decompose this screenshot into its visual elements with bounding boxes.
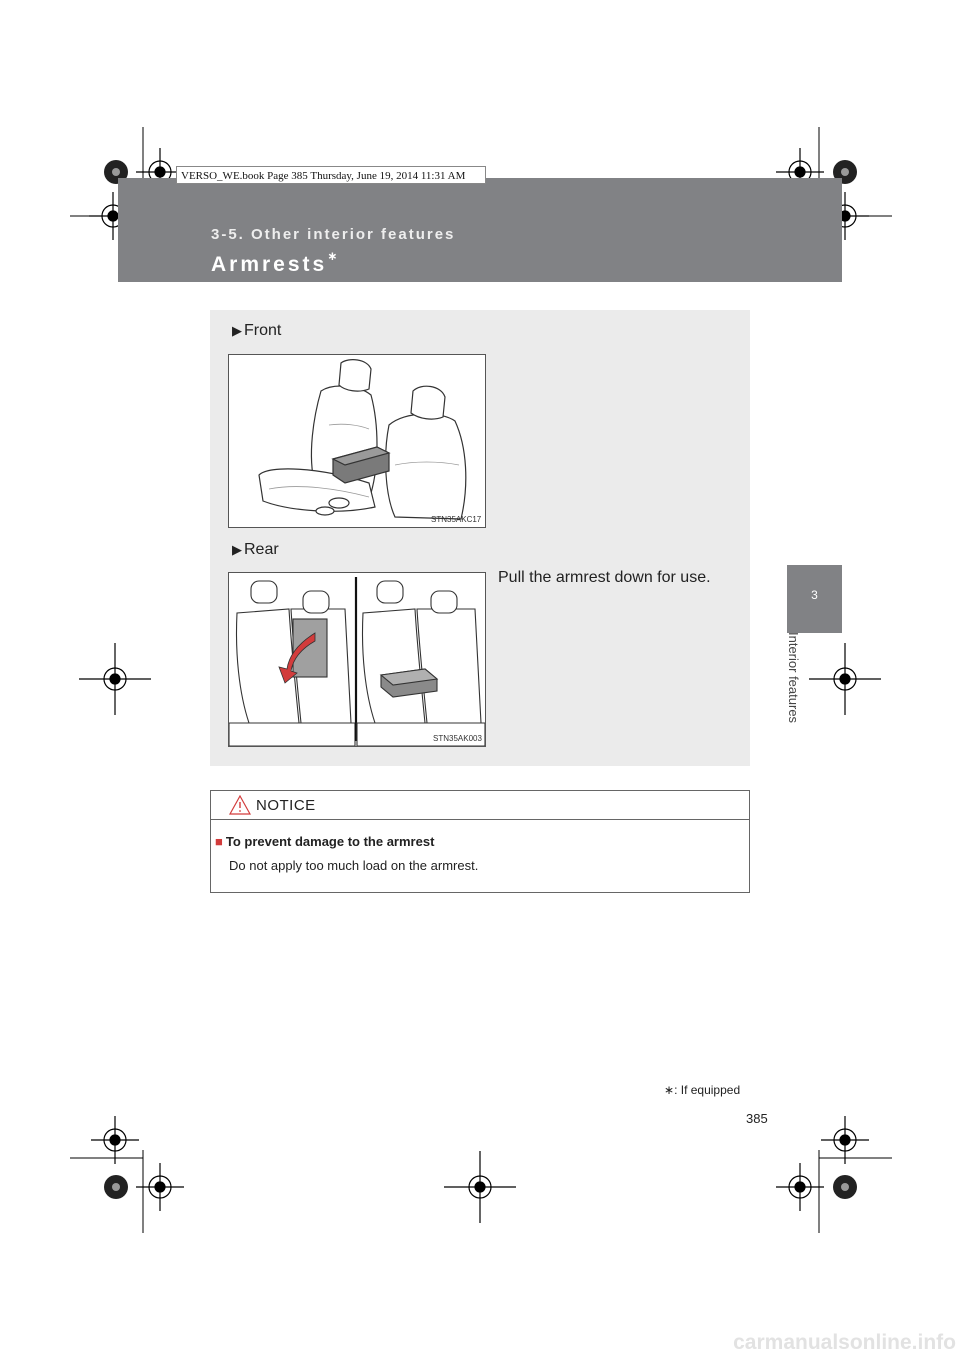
- warning-triangle-icon: [229, 795, 251, 815]
- footnote-text: : If equipped: [674, 1083, 741, 1097]
- section-label: 3-5. Other interior features: [211, 226, 456, 243]
- front-label: Front: [244, 322, 282, 339]
- front-seats-illustration: [229, 355, 485, 527]
- print-info: VERSO_WE.book Page 385 Thursday, June 19, 2014 11:31 AM: [176, 166, 486, 184]
- rear-heading: [232, 541, 279, 559]
- rear-armrest-figure: [228, 572, 486, 747]
- front-heading: [232, 322, 281, 340]
- triangle-right-icon: ▶: [232, 323, 242, 338]
- chapter-label: [783, 630, 805, 750]
- page-number: 385: [746, 1111, 768, 1126]
- page-title: [211, 249, 338, 277]
- notice-box: [210, 790, 750, 893]
- rear-caption: Pull the armrest down for use.: [498, 569, 711, 586]
- rear-label: Rear: [244, 541, 279, 558]
- notice-heading: [215, 834, 434, 849]
- square-bullet-icon: ■: [215, 834, 223, 849]
- watermark: carmanualsonline.info: [733, 1331, 956, 1354]
- front-figure-code: STN35AKC17: [431, 515, 482, 524]
- footnote: [664, 1083, 740, 1097]
- notice-header: [211, 791, 749, 820]
- footnote-marker: ∗: [664, 1083, 675, 1097]
- notice-title: NOTICE: [256, 797, 316, 814]
- rear-figure-code: STN35AK003: [433, 734, 482, 743]
- triangle-right-icon: ▶: [232, 542, 242, 557]
- rear-seats-illustration: [229, 573, 485, 746]
- front-armrest-figure: [228, 354, 486, 528]
- chapter-label-text: Interior features: [786, 632, 801, 724]
- notice-body: Do not apply too much load on the armrest.: [229, 858, 479, 873]
- equipped-marker: ∗: [327, 249, 338, 263]
- page-title-text: Armrests: [211, 253, 328, 276]
- notice-heading-text: To prevent damage to the armrest: [225, 834, 435, 849]
- chapter-number: 3: [811, 588, 818, 602]
